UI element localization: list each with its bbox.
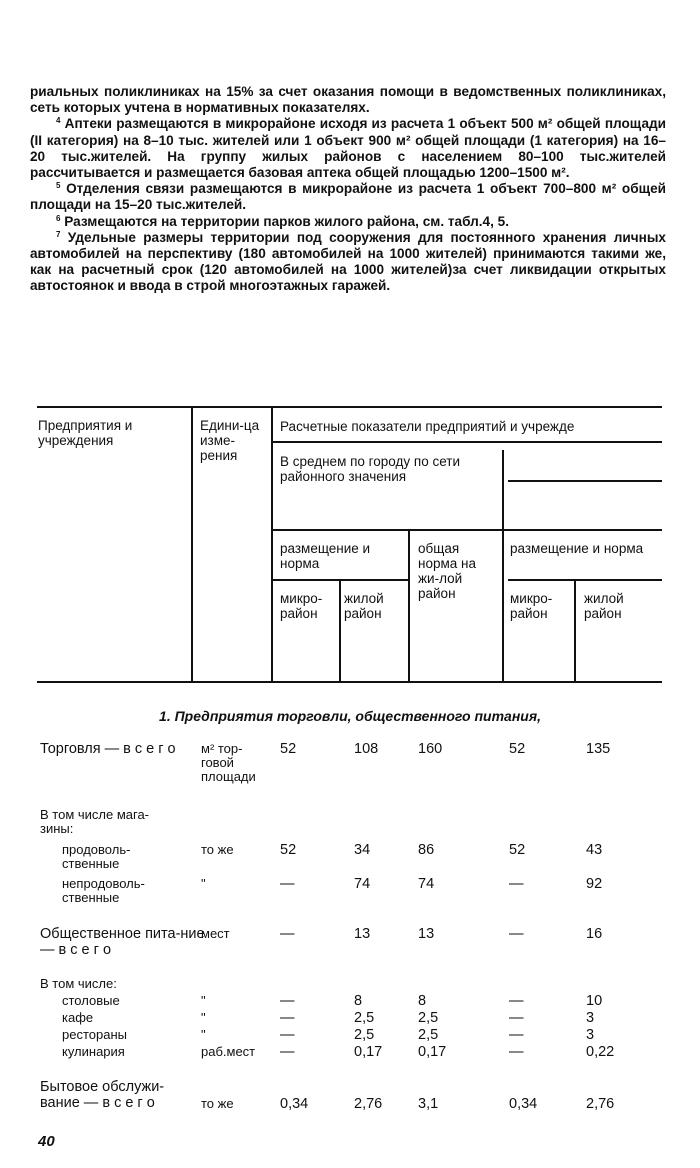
row-value: 74 bbox=[354, 876, 371, 892]
row-value: 3 bbox=[586, 1027, 595, 1043]
row-unit: " bbox=[201, 1010, 206, 1025]
row-unit: то же bbox=[201, 842, 234, 857]
row-value: 160 bbox=[418, 741, 443, 757]
header-microdistrict: микро-район bbox=[280, 591, 323, 621]
row-value: 2,5 bbox=[354, 1010, 375, 1026]
row-value: 52 bbox=[509, 741, 526, 757]
row-name: Общественное пита-ние — в с е г о bbox=[40, 926, 205, 958]
header-residential-district-2: жилой район bbox=[584, 591, 624, 621]
row-value: 3 bbox=[586, 1010, 595, 1026]
page-number: 40 bbox=[38, 1133, 55, 1150]
paragraph-5-text: Отделения связи размещаются в микрорайоне из расчета 1 объект 700–800 м² общей площади на 15–20 тыс.жителей. bbox=[30, 181, 666, 213]
footnote-mark: 4 bbox=[56, 116, 61, 126]
row-value: 2,76 bbox=[354, 1096, 383, 1112]
row-value: 2,5 bbox=[354, 1027, 375, 1043]
table-top-rule bbox=[37, 406, 662, 408]
row-name: рестораны bbox=[62, 1027, 127, 1042]
divider-vertical bbox=[191, 407, 193, 681]
row-name: столовые bbox=[62, 993, 120, 1008]
row-name: кафе bbox=[62, 1010, 94, 1025]
header-total-norm: общая норма на жи-лой район bbox=[418, 541, 476, 601]
row-value: 8 bbox=[354, 993, 363, 1009]
footnote-mark: 5 bbox=[56, 181, 61, 191]
row-value: 2,5 bbox=[418, 1027, 439, 1043]
divider-horizontal bbox=[508, 579, 662, 581]
row-value: 10 bbox=[586, 993, 603, 1009]
row-value: 0,17 bbox=[418, 1044, 447, 1060]
row-name: Торговля — в с е г о bbox=[40, 741, 176, 757]
row-value: — bbox=[280, 1027, 295, 1043]
table-header-bottom-rule bbox=[37, 681, 662, 683]
row-value: — bbox=[509, 1010, 524, 1026]
row-value: — bbox=[509, 876, 524, 892]
row-unit: " bbox=[201, 1027, 206, 1042]
footnote-mark: 7 bbox=[56, 229, 61, 239]
header-enterprises: Предприятия и учреждения bbox=[38, 418, 133, 448]
divider-vertical bbox=[408, 530, 410, 681]
row-value: — bbox=[509, 1027, 524, 1043]
divider-horizontal bbox=[272, 529, 662, 531]
paragraph-6-text: Размещаются на территории парков жилого района, см. табл.4, 5. bbox=[60, 213, 510, 229]
row-name: продоволь-ственные bbox=[62, 842, 131, 871]
header-unit: Едини-ца изме-рения bbox=[200, 418, 260, 463]
row-value: 92 bbox=[586, 876, 603, 892]
row-value: — bbox=[509, 1044, 524, 1060]
paragraph-7-text: Удельные размеры территории под сооружения для постоянного хранения личных автомобилей на перспективу (180 автомобилей на 1000 жителей) принимаются такими же, как на расчетный срок (120 автомобилей на 1000 жителей)за счет ликвидации открытых автостоянок и ввода в строй многоэтажных гаражей. bbox=[30, 229, 666, 294]
row-value: 0,34 bbox=[509, 1096, 538, 1112]
divider-horizontal bbox=[508, 480, 662, 482]
row-value: — bbox=[280, 876, 295, 892]
row-value: — bbox=[280, 1044, 295, 1060]
row-value: 0,34 bbox=[280, 1096, 309, 1112]
row-unit: м² тор-говой площади bbox=[201, 741, 256, 784]
row-value: — bbox=[280, 993, 295, 1009]
row-value: 13 bbox=[418, 926, 435, 942]
header-microdistrict-2: микро-район bbox=[510, 591, 553, 621]
row-value: — bbox=[280, 926, 295, 942]
divider-vertical bbox=[339, 580, 341, 681]
row-value: 34 bbox=[354, 842, 371, 858]
row-value: 0,22 bbox=[586, 1044, 615, 1060]
divider-horizontal bbox=[272, 441, 662, 443]
row-unit: " bbox=[201, 876, 206, 891]
header-placement-norm: размещение и норма bbox=[280, 541, 371, 571]
header-placement-norm-2: размещение и норма bbox=[510, 541, 644, 556]
row-unit: " bbox=[201, 993, 206, 1008]
row-value: 0,17 bbox=[354, 1044, 383, 1060]
divider-vertical bbox=[574, 580, 576, 681]
row-name: В том числе: bbox=[40, 976, 117, 991]
row-value: 8 bbox=[418, 993, 427, 1009]
header-city-average: В среднем по городу по сети районного значения bbox=[280, 454, 461, 484]
row-value: 74 bbox=[418, 876, 435, 892]
row-value: 135 bbox=[586, 741, 611, 757]
row-value: — bbox=[280, 1010, 295, 1026]
footnote-mark: 6 bbox=[56, 213, 61, 223]
row-value: 13 bbox=[354, 926, 371, 942]
row-unit: мест bbox=[201, 926, 230, 941]
row-unit: раб.мест bbox=[201, 1044, 256, 1059]
row-name: Бытовое обслужи-вание — в с е г о bbox=[40, 1079, 165, 1111]
paragraph-1: риальных поликлиниках на 15% за счет оказания помощи в ведомственных поликлиниках, сеть которых учтена в нормативных показателях. bbox=[30, 84, 666, 116]
row-value: 43 bbox=[586, 842, 603, 858]
row-name: кулинария bbox=[62, 1044, 125, 1059]
section-title: 1. Предприятия торговли, общественного питания, bbox=[159, 708, 541, 724]
row-value: 86 bbox=[418, 842, 435, 858]
row-name: В том числе мага-зины: bbox=[40, 807, 150, 836]
row-value: 52 bbox=[509, 842, 526, 858]
divider-vertical bbox=[502, 450, 504, 681]
row-unit: то же bbox=[201, 1096, 234, 1111]
row-value: 3,1 bbox=[418, 1096, 439, 1112]
row-value: 108 bbox=[354, 741, 379, 757]
divider-vertical bbox=[271, 407, 273, 681]
row-value: — bbox=[509, 926, 524, 942]
row-value: 52 bbox=[280, 842, 297, 858]
row-value: 52 bbox=[280, 741, 297, 757]
header-calculated-indicators: Расчетные показатели предприятий и учрежде bbox=[280, 419, 575, 434]
paragraph-4-text: Аптеки размещаются в микрорайоне исходя из расчета 1 объект 500 м² общей площади (II категория) на 8–10 тыс. жителей или 1 объект 900 м² общей площади (1 категория) на 16–20 тыс.жителей. На группу жилых районов с населением 80–100 тыс.жителей рассчитывается и размещается базовая аптека общей площадью 1200–1500 м². bbox=[30, 116, 666, 181]
row-value: 2,76 bbox=[586, 1096, 615, 1112]
row-value: 2,5 bbox=[418, 1010, 439, 1026]
row-value: — bbox=[509, 993, 524, 1009]
row-value: 16 bbox=[586, 926, 603, 942]
header-residential-district: жилой район bbox=[344, 591, 384, 621]
row-name: непродоволь-ственные bbox=[62, 876, 145, 905]
